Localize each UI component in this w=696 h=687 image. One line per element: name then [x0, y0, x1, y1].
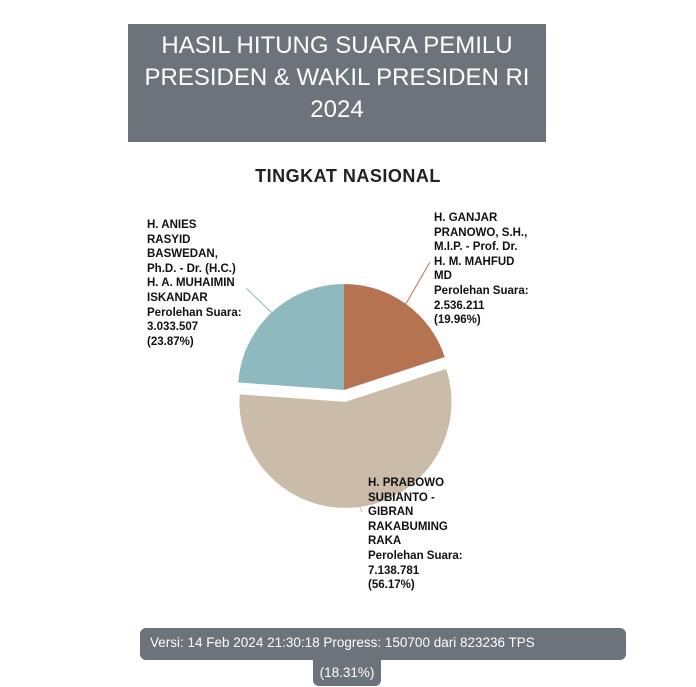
- label-name-line: H. ANIES: [147, 219, 197, 231]
- label-name-line: BASWEDAN,: [147, 248, 218, 261]
- slice-label-ganjar: [434, 211, 529, 328]
- version-progress-bar: Versi: 14 Feb 2024 21:30:18 Progress: 150700 dari 823236 TPS: [140, 628, 626, 660]
- label-name-line: M.I.P. - Prof. Dr.: [434, 241, 518, 254]
- label-votes: 3.033.507: [147, 321, 199, 334]
- label-name-line: RASYID: [147, 233, 191, 246]
- title-line-3: 2024: [310, 96, 364, 123]
- pie-slice-ganjar: [344, 284, 445, 390]
- label-name-line: H. PRABOWO: [368, 477, 445, 489]
- label-name-line: MD: [434, 270, 452, 283]
- label-name-line: H. M. MAHFUD: [434, 255, 515, 268]
- progress-percent: (18.31%): [313, 660, 381, 686]
- label-percent: (56.17%): [368, 579, 415, 592]
- pie-slice-ganjar-leader-line: [404, 262, 430, 308]
- slice-label-prabowo: [368, 476, 463, 593]
- label-votes: 7.138.781: [368, 564, 420, 577]
- label-percent: (19.96%): [434, 314, 481, 327]
- label-name-line: H. A. MUHAIMIN: [147, 277, 235, 290]
- label-caption: Perolehan Suara:: [147, 306, 242, 319]
- pie-slice-anies-leader-line: [246, 288, 275, 316]
- label-name-line: H. GANJAR: [434, 212, 498, 224]
- label-votes: 2.536.211: [434, 299, 485, 312]
- label-name-line: SUBIANTO -: [368, 491, 435, 504]
- label-name-line: Ph.D. - Dr. (H.C.): [147, 262, 236, 275]
- chart-subtitle: TINGKAT NASIONAL: [255, 166, 441, 186]
- label-name-line: ISKANDAR: [147, 291, 208, 304]
- label-caption: Perolehan Suara:: [434, 284, 529, 297]
- label-name-line: PRANOWO, S.H.,: [434, 226, 528, 239]
- label-name-line: RAKA: [368, 535, 402, 548]
- slice-label-anies: [147, 218, 242, 349]
- pie-slice-anies: [238, 284, 344, 390]
- label-name-line: GIBRAN: [368, 506, 414, 519]
- title-line-1: HASIL HITUNG SUARA PEMILU: [161, 32, 513, 59]
- label-name-line: RAKABUMING: [368, 520, 448, 533]
- label-percent: (23.87%): [147, 335, 194, 348]
- label-caption: Perolehan Suara:: [368, 549, 463, 562]
- title-line-2: PRESIDEN & WAKIL PRESIDEN RI: [144, 64, 530, 91]
